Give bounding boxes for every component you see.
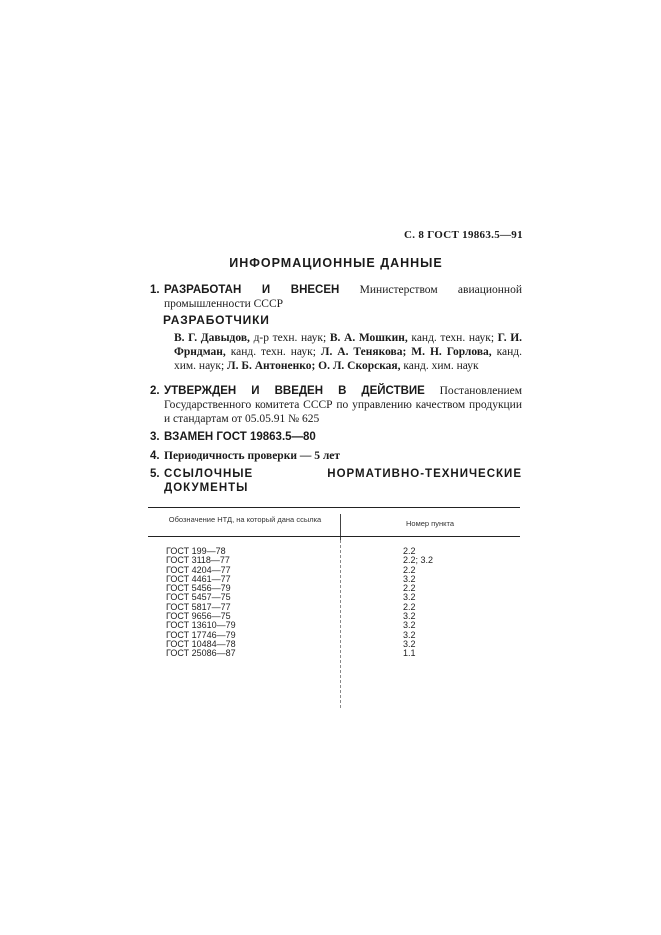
author-name: Л. А. Тенякова; — [320, 346, 407, 358]
table-top-rule — [148, 507, 520, 508]
table-row-document: ГОСТ 17746—79 — [166, 629, 236, 640]
section-2 — [150, 384, 522, 426]
section-number: 4. — [150, 450, 160, 462]
table-row-clause: 3.2 — [403, 592, 416, 603]
author-credentials: канд. хим. наук; — [174, 346, 523, 372]
author-name: Г. И. Фрндман, — [174, 332, 523, 358]
table-row-clause: 2.2 — [403, 601, 416, 612]
col-header-document: Обозначение НТД, на который дана ссылка — [168, 515, 322, 524]
table-row-clause: 2.2 — [403, 564, 416, 575]
section-lead: УТВЕРЖДЕН И ВВЕДЕН В ДЕЙСТВИЕ — [164, 385, 425, 397]
section-1 — [150, 283, 522, 311]
table-row-clause: 3.2 — [403, 573, 416, 584]
table-row-document: ГОСТ 25086—87 — [166, 648, 236, 659]
document-title: ИНФОРМАЦИОННЫЕ ДАННЫЕ — [229, 256, 443, 270]
clause-column — [403, 547, 433, 659]
section-3 — [150, 430, 522, 444]
table-row-clause: 2.2 — [403, 583, 416, 594]
author-name: Л. Б. Антоненко; — [227, 360, 316, 372]
section-number: 1. — [150, 284, 160, 296]
developers-heading: РАЗРАБОТЧИКИ — [163, 313, 270, 327]
table-row-document: ГОСТ 5457—75 — [166, 592, 231, 603]
author-credentials: канд. техн. наук; — [230, 346, 316, 358]
section-text: Министерством авиационной промышленности СССР — [164, 284, 522, 310]
table-row-document: ГОСТ 199—78 — [166, 546, 226, 556]
table-row-document: ГОСТ 4461—77 — [166, 573, 231, 584]
table-row-document: ГОСТ 5817—77 — [166, 601, 231, 612]
section-5 — [150, 467, 522, 495]
author-name: О. Л. Скорская, — [318, 360, 401, 372]
section-number: 5. — [150, 468, 160, 480]
table-body-divider — [340, 540, 341, 708]
table-row-document: ГОСТ 9656—75 — [166, 611, 231, 622]
table-row-clause: 2.2; 3.2 — [403, 555, 434, 566]
table-row-document: ГОСТ 10484—78 — [166, 638, 236, 649]
table-row-document: ГОСТ 3118—77 — [166, 555, 230, 566]
table-row-clause: 3.2 — [403, 629, 416, 640]
section-number: 2. — [150, 385, 160, 397]
document-column — [166, 547, 236, 659]
author-name: М. Н. Горлова, — [411, 346, 492, 358]
section-text: ВЗАМЕН ГОСТ 19863.5—80 — [164, 431, 316, 443]
table-row-clause: 3.2 — [403, 638, 416, 649]
table-header-divider — [340, 514, 341, 542]
section-lead: РАЗРАБОТАН И ВНЕСЕН — [164, 284, 340, 296]
section-number: 3. — [150, 431, 160, 443]
authors-list — [174, 331, 522, 373]
author-name: В. А. Мошкин, — [329, 332, 408, 344]
table-header-rule — [148, 536, 520, 537]
table-row-clause: 1.1 — [403, 648, 416, 659]
section-text: ССЫЛОЧНЫЕ НОРМАТИВНО-ТЕХНИЧЕСКИЕ ДОКУМЕНТЫ — [164, 468, 522, 494]
table-row-document: ГОСТ 13610—79 — [166, 620, 236, 631]
author-credentials: канд. хим. наук — [403, 360, 479, 372]
section-4 — [150, 449, 522, 463]
table-row-clause: 2.2 — [403, 546, 416, 556]
table-row-document: ГОСТ 5456—79 — [166, 583, 231, 594]
table-row-document: ГОСТ 4204—77 — [166, 564, 231, 575]
author-name: В. Г. Давыдов, — [174, 332, 250, 344]
section-text: Периодичность проверки — 5 лет — [164, 450, 341, 462]
table-row-clause: 3.2 — [403, 620, 416, 631]
author-credentials: канд. техн. наук; — [411, 332, 495, 344]
page-reference: С. 8 ГОСТ 19863.5—91 — [404, 229, 523, 241]
table-row-clause: 3.2 — [403, 611, 416, 622]
author-credentials: д-р техн. наук; — [253, 332, 327, 344]
section-text: Постановлением Государственного комитета СССР по управлению качеством продукции и стандартам от 05.05.91 № 625 — [164, 385, 523, 425]
col-header-clause: Номер пункта — [405, 519, 454, 528]
